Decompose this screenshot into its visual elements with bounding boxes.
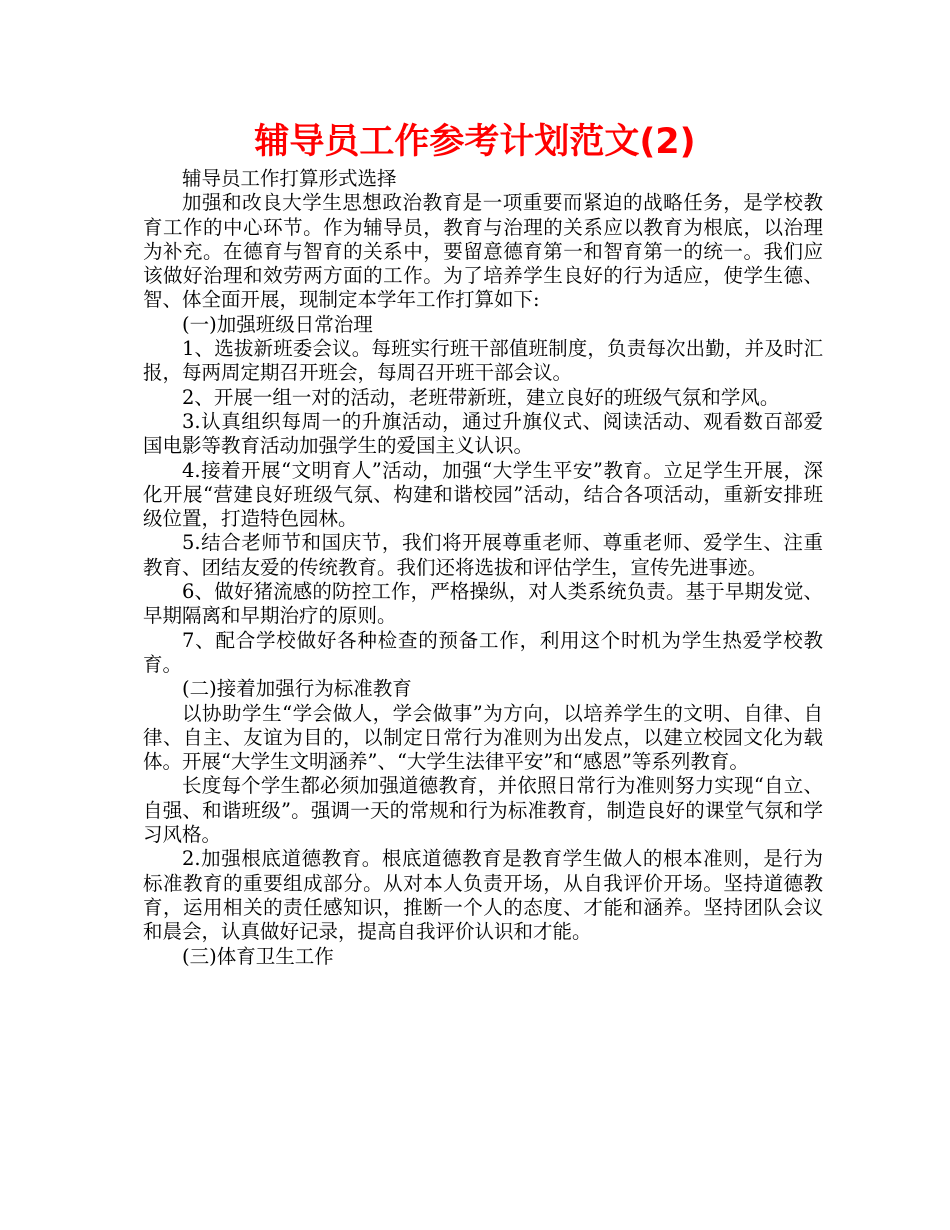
paragraph: 长度每个学生都必须加强道德教育，并依照日常行为准则努力实现“自立、自强、和谐班级”。强调一天的常规和行为标准教育，制造良好的课堂气氛和学习风格。 <box>143 774 823 847</box>
document-title: 辅导员工作参考计划范文(2) <box>254 122 696 162</box>
section-heading: (三)体育卫生工作 <box>182 944 334 968</box>
paragraph: 4.接着开展“文明育人”活动，加强“大学生平安”教育。立足学生开展，深化开展“营建良好班级气氛、构建和谐校园”活动，结合各项活动，重新安排班级位置，打造特色园林。 <box>143 458 823 531</box>
section-heading: (二)接着加强行为标准教育 <box>182 677 412 701</box>
paragraph: 3.认真组织每周一的升旗活动，通过升旗仪式、阅读活动、观看数百部爱国电影等教育活动加强学生的爱国主义认识。 <box>143 409 823 458</box>
paragraph: 2.加强根底道德教育。根底道德教育是教育学生做人的根本准则，是行为标准教育的重要组成部分。从对本人负责开场，从自我评价开场。坚持道德教育，运用相关的责任感知识，推断一个人的态度、才能和涵养。坚持团队会议和晨会，认真做好记录，提高自我评价认识和才能。 <box>143 847 823 944</box>
paragraph: 加强和改良大学生思想政治教育是一项重要而紧迫的战略任务，是学校教育工作的中心环节。作为辅导员，教育与治理的关系应以教育为根底，以治理为补充。在德育与智育的关系中，要留意德育第一和智育第一的统一。我们应该做好治理和效劳两方面的工作。为了培养学生良好的行为适应，使学生德、智、体全面开展，现制定本学年工作打算如下: <box>143 191 823 312</box>
paragraph: 7、配合学校做好各种检查的预备工作，利用这个时机为学生热爱学校教育。 <box>143 628 823 676</box>
paragraph: 1、选拔新班委会议。每班实行班干部值班制度，负责每次出勤，并及时汇报，每两周定期召开班会，每周召开班干部会议。 <box>143 337 823 385</box>
paragraph: 辅导员工作打算形式选择 <box>182 167 397 190</box>
section-heading: (一)加强班级日常治理 <box>182 312 373 336</box>
paragraph: 2、开展一组一对的活动，老班带新班，建立良好的班级气氛和学风。 <box>182 385 780 409</box>
paragraph: 以协助学生“学会做人，学会做事”为方向，以培养学生的文明、自律、自律、自主、友谊为目的，以制定日常行为准则为出发点，以建立校园文化为载体。开展“大学生文明涵养”、“大学生法律平安”和“感恩”等系列教育。 <box>143 701 823 774</box>
document-body <box>143 167 823 969</box>
paragraph: 6、做好猪流感的防控工作，严格操纵，对人类系统负责。基于早期发觉、早期隔离和早期治疗的原则。 <box>143 580 823 628</box>
paragraph: 5.结合老师节和国庆节，我们将开展尊重老师、尊重老师、爱学生、注重教育、团结友爱的传统教育。我们还将选拔和评估学生，宣传先进事迹。 <box>143 531 823 579</box>
